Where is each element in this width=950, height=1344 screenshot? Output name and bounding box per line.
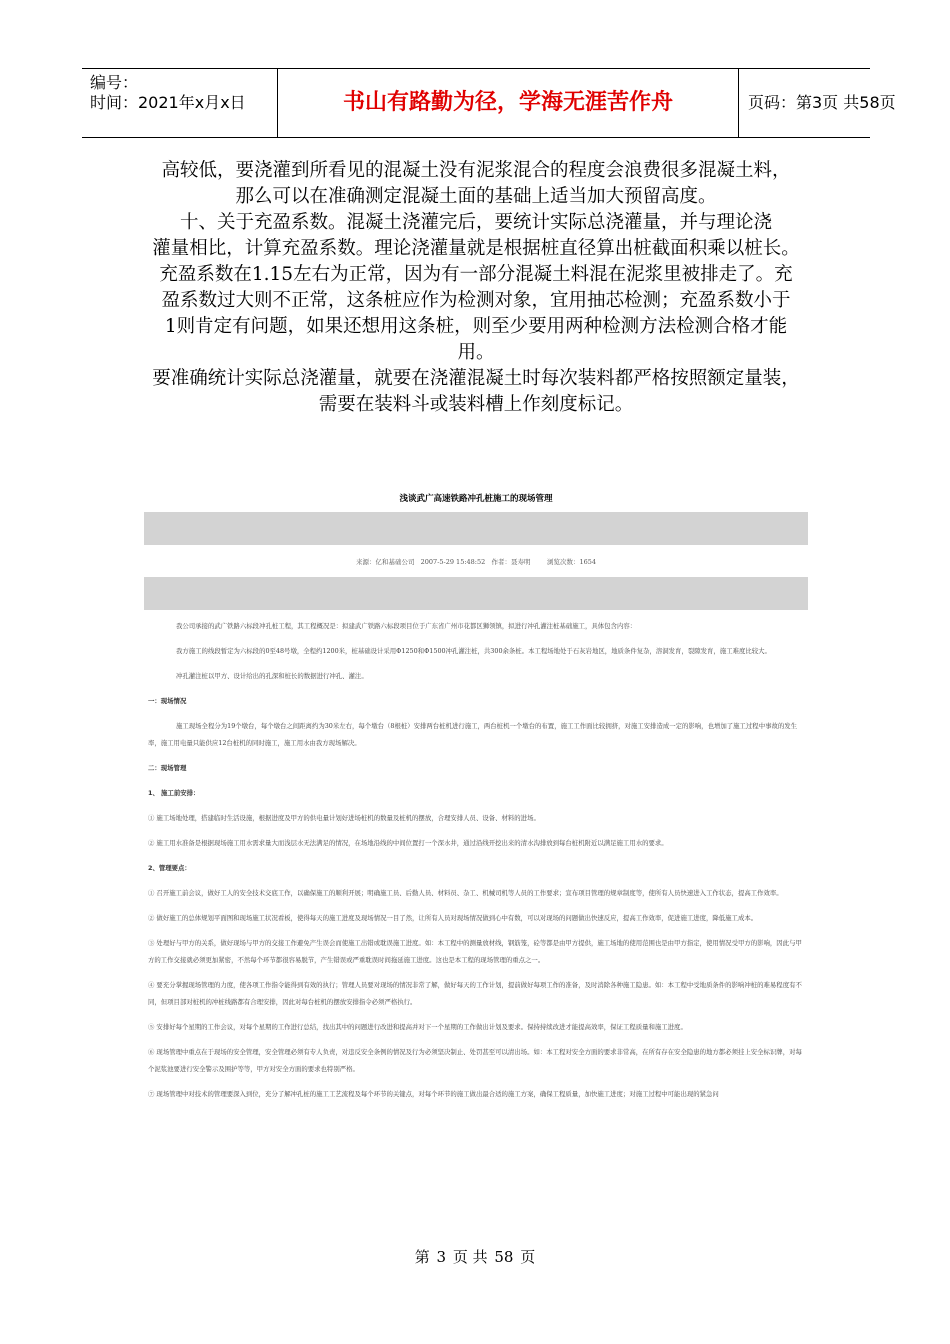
body-line: 需要在装料斗或装料槽上作刻度标记。 — [318, 394, 634, 415]
article-paragraph: 我公司承接的武广铁路六标段冲孔桩工程，其工程概况是：拟建武广铁路六标段项目位于广东省广州市花都区狮领镇，拟进行冲孔灌注桩基础施工，具体包含内容： — [176, 622, 637, 630]
article-list-item: ⑥ 现场管理中重点在于现场的安全管理，安全管理必须有专人负责，对违反安全条例的情况及行为必须坚决制止、处罚甚至可以清出场。如：本工程对安全方面的要求非常高，在所有存在安全隐患的地方都必须挂上安全标识牌，对每个泥浆池要进行安全警示及围护等等，甲方对安全方面的要求也特别严格。 — [148, 1048, 802, 1073]
article-title: 浅谈武广高速铁路冲孔桩施工的现场管理 — [399, 494, 553, 504]
header-motto: 书山有路勤为径，学海无涯苦作舟 — [278, 69, 739, 137]
article-paragraph: 施工现场全程分为19个墩台，每个墩台之间距离约为30米左右，每个墩台（8根桩）安排两台桩机进行施工，两台桩机一个墩台的布置，施工工作面比较拥挤，对施工安排造成一定的影响，也增加了施工过程中事故的发生率，施工用电量只能供应12台桩机的同时施工，施工用水由我方现场解决。 — [148, 722, 798, 747]
article-section-heading: 二：现场管理 — [148, 764, 187, 772]
header-info-cell — [82, 69, 278, 137]
footer-suffix: 页 — [520, 1248, 536, 1266]
document-date-label: 时间：2021年x月x日 — [90, 93, 246, 112]
body-line: 用。 — [457, 342, 495, 363]
body-line: 要准确统计实际总浇灌量，就要在浇灌混凝土时每次装料都严格按照额定量装， — [152, 368, 800, 389]
body-line: 高较低，要浇灌到所看见的混凝土没有泥浆混合的程度会浪费很多混凝土料， — [161, 160, 791, 181]
header-page-label: 页码：第3页 共58页 — [748, 93, 896, 112]
body-line: 那么可以在准确测定混凝土面的基础上适当加大预留高度。 — [235, 186, 717, 207]
page-footer — [0, 1246, 950, 1267]
page-header — [82, 68, 896, 138]
article-banner-bottom — [144, 577, 808, 610]
body-line: 盈系数过大则不正常，这条桩应作为检测对象，宜用抽芯检测；充盈系数小于 — [161, 290, 791, 311]
article-subsection-heading: 1、 施工前安排： — [148, 789, 200, 797]
article-list-item: ⑦ 现场管理中对技术的管理要深入到位，充分了解冲孔桩的施工工艺流程及每个环节的关键点，对每个环节的施工做出最合适的施工方案，确保工程质量，加快施工进度；对施工过程中可能出现的紧急问 — [148, 1090, 719, 1098]
body-text — [144, 158, 808, 418]
article-list-item: ② 施工用水准备是根据现场施工用水需求量大而浅层水无法满足的情况，在场地沿线的中间位置打一个深水井，通过沿线开挖出来的清水沟排放到每台桩机附近以满足施工用水的要求。 — [148, 839, 668, 847]
article-paragraph: 冲孔灌注桩以甲方、设计给出的孔深和桩长的数据进行冲孔、灌注。 — [176, 672, 368, 680]
document-number-label: 编号： — [90, 73, 139, 92]
article-list-item: ④ 要充分掌握现场管理的力度，使各项工作指令能得到有效的执行；管理人员要对现场的情况非常了解，做好每天的工作计划，提前做好每项工作的准备，及时消除各种施工隐患。如：本工程中受地质条件的影响冲桩的难易程度有不同，但项目部对桩机的冲桩线路都有合理安排，因此对每台桩机的摆放安排指令必须严格执行。 — [148, 981, 802, 1006]
article-list-item: ③ 处理好与甲方的关系，做好现场与甲方的交接工作避免产生误会而使施工出错或耽误施工进度。如：本工程中的测量放材线，钢筋笼，砼等都是由甲方提供，施工场地的使用范围也是由甲方指定，使用情况受甲方的影响，因此与甲方的工作交接就必须更加紧密，不然每个环节都很容易脱节，产生错误或严重耽误时间拖延施工进度。这也是本工程的现场管理的重点之一。 — [148, 939, 802, 964]
body-line: 1则肯定有问题，如果还想用这条桩，则至少要用两种检测方法检测合格才能 — [164, 316, 788, 337]
footer-middle: 页 共 — [452, 1248, 488, 1266]
body-line: 充盈系数在1.15左右为正常，因为有一部分混凝土料混在泥浆里被排走了。充 — [159, 264, 793, 285]
footer-total-pages: 58 — [494, 1248, 514, 1266]
body-line: 十、关于充盈系数。混凝土浇灌完后，要统计实际总浇灌量，并与理论浇 — [179, 212, 772, 233]
article-section-heading: 一：现场情况 — [148, 697, 187, 705]
article-banner-top — [144, 512, 808, 545]
article-list-item: ② 做好施工的总体规划平面图和现场施工状况看板，使得每天的施工进度及现场情况一目了然，让所有人员对现场情况做到心中有数，可以对现场的问题做出快速反应，提高工作效率，促进施工进度，降低施工成本。 — [148, 914, 758, 922]
article-list-item: ① 施工场地处理，搭建临时生活设施，根据进度及甲方的供电量计划好进场桩机的数量及桩机的摆放，合理安排人员、设备、材料的进场。 — [148, 814, 540, 822]
article-meta: 来源：亿和基础公司 2007-5-29 15:48:52 作者：聂寿明 浏览次数：1654 — [355, 558, 597, 566]
article-body — [148, 618, 804, 1111]
footer-prefix: 第 — [414, 1248, 430, 1266]
article-list-item: ① 召开施工前会议，做好工人的安全技术交底工作，以确保施工的顺利开展；明确施工员、后勤人员、材料员、杂工、机械司机等人员的工作要求；宣布项目管理的规章制度等，使所有人员快速进入工作状态，提高工作效率。 — [148, 889, 783, 897]
footer-page-number: 3 — [436, 1248, 447, 1266]
body-line: 灌量相比，计算充盈系数。理论浇灌量就是根据桩直径算出桩截面积乘以桩长。 — [152, 238, 800, 259]
article-paragraph: 我方施工的线段暂定为六标段的0至48号墩，全程约1200米，桩基础设计采用Φ1250和Φ1500冲孔灌注桩，共300余条桩。本工程场地处于石灰岩地区，地质条件复杂，溶洞发育，裂隙发育，施工难度比较大。 — [176, 647, 771, 655]
article-list-item: ⑤ 安排好每个星期的工作会议，对每个星期的工作进行总结，找出其中的问题进行改进和提高并对下一个星期的工作做出计划及要求。保持持续改进才能提高效率，保证工程质量和施工进度。 — [148, 1023, 687, 1031]
article-subsection-heading: 2、管理要点： — [148, 864, 191, 872]
